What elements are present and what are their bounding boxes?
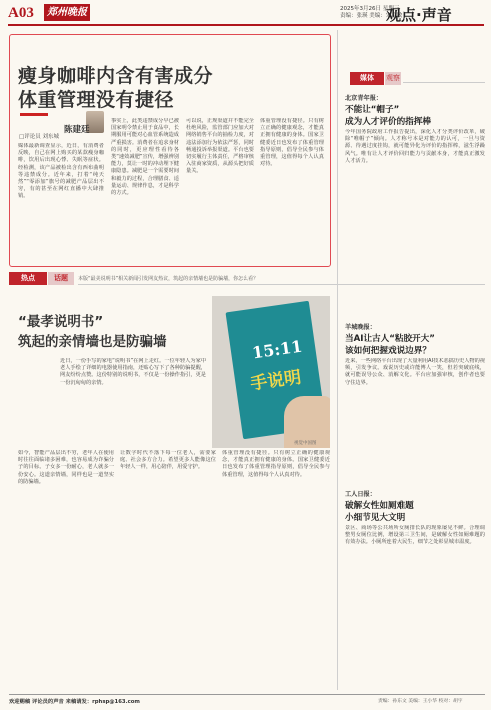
- issue-date: 2025年3月26日 星期三: [340, 6, 400, 12]
- right1-heading2: 成为人才评价的指挥棒: [345, 117, 431, 127]
- lead-author: 陈建廷: [64, 125, 90, 135]
- right1-source: 北京青年报：: [345, 95, 383, 102]
- media-view-tag2: 观察: [385, 72, 401, 85]
- article2-photo: [212, 296, 330, 448]
- column-divider: [337, 30, 338, 690]
- lead-title-line2: 体重管理没有捷径: [18, 89, 175, 111]
- right1-heading1: 不能让“帽子”: [345, 105, 400, 115]
- right3-source: 工人日报：: [345, 491, 376, 498]
- photo-book-text2: 手说明: [249, 367, 303, 395]
- article2-text-col4: 体重管理没有捷径。只有树立正确的健康观念，才能真正拥有健康的身体。国家卫健委近日也发布了体重管理指导原则，倡导全民参与体重管理，这值得每个人认真对待。: [222, 450, 330, 478]
- right2-heading2: 该如何把握戏说边界？: [345, 346, 431, 356]
- lead-title-line1: 瘦身咖啡内含有害成分: [18, 65, 214, 87]
- media-view-tag: 媒体: [350, 72, 384, 85]
- hot-topic-tag2: 话题: [48, 272, 74, 285]
- photo-book-text1: 15:11: [250, 336, 304, 363]
- right3-heading1: 破解女性如厕难题: [345, 501, 414, 511]
- title-accent: [20, 113, 48, 116]
- photo-caption: 视觉中国图: [294, 441, 317, 446]
- hot-topic-summary: 本版“最美说明书”相关新闻引发网友热议，筑起的亲情墙也是防骗墙，你怎么看？: [78, 276, 259, 282]
- article2-title-line2: 筑起的亲情墙也是防骗墙: [18, 334, 167, 350]
- lead-byline: □评论员 刘东城: [19, 134, 59, 140]
- lead-text-col4: 体重管理没有捷径。只有树立正确的健康观念，才能真正拥有健康的身体。国家卫健委近日也发布了体重管理指导原则，倡导全民参与体重管理，这值得每个人认真对待。: [260, 118, 324, 168]
- footer-submission: 欢迎赐稿 评论员的声音 来稿请发：rphsp@163.com: [9, 699, 140, 705]
- article2-text-col2: 如今，智能产品层出不穷，老年人在使用时往往面临诸多困难，也容易成为诈骗分子的目标。子女多一份耐心，老人就多一份安心。这道亲情墙，同样也是一道坚实的防骗墙。: [18, 450, 114, 485]
- right2-heading1: 当AI让古人“粘胶开大”: [345, 334, 435, 344]
- editor-line: 责编：张瑛 美编：宋会敏: [340, 13, 403, 19]
- article2-text-col3: 让数字时代不落下每一位老人，需要家庭、社会多方合力。希望更多人能像这位年轻人一样，用心陪伴，用爱守护。: [120, 450, 216, 471]
- lead-text-col1: 媒体最新调查显示，近日，有消费者反映，自己在网上购买的某款瘦身咖啡，饮用后出现心悸、失眠等症状。经检测，该产品被检出含有西布曲明等违禁成分。近年来，打着“纯天然”“零添加”旗号的减肥产品层出不穷，有的甚至在网红直播中大肆推销。: [18, 143, 104, 200]
- right3-heading2: 小细节见大文明: [345, 513, 406, 523]
- hot-topic-tag: 热点: [9, 272, 47, 285]
- lead-text-col2: 事实上，此类违禁成分早已被国家明令禁止用于食品中，长期服用可能对心血管系统造成严重损害。消费者在追求身材的同时，更应理性看待各类“速效减肥”宣传，增强辨别能力，莫让一时的冲动埋下健康隐患。减肥是一个需要时间和毅力的过程，合理膳食、适量运动、规律作息，才是科学的方式。: [111, 118, 179, 197]
- right3-body: 景区、商场等公共场所女厕排长队的现象屡见不鲜。合理调整男女厕位比例，增设第三卫生间，是破解女性如厕难题的有效办法。小厕所连着大民生，细节之处彰显城市温度。: [345, 525, 485, 546]
- footer-editors: 责编：孙东文 美编：王小华 校对：胡宇: [378, 699, 463, 704]
- right2-source: 羊城晚报：: [345, 324, 376, 331]
- right2-body: 近来，一些网络平台出现了大量利用AI技术恶搞历史人物的视频，引发争议。戏说历史或许能博人一笑，但若突破底线，就可能误导公众、消解文化。平台应加强审核，创作者也要守住边界。: [345, 358, 485, 386]
- article2-title-line1: “最孝说明书”: [18, 314, 104, 330]
- page-number: A03: [8, 5, 34, 21]
- media-view-rule: [403, 82, 485, 83]
- article2-text-col1: 近日，一份手写的家电“说明书”在网上走红。一位年轻人为家中老人手绘了详细的电器使用指南，还贴心写下了各种防骗提醒，网友纷纷点赞。这份特别的说明书，不仅是一份操作指引，更是一份沉甸甸的亲情。: [60, 358, 206, 386]
- section-title: 观点·声音: [386, 6, 452, 24]
- right1-body: 今年国务院政府工作报告提出，深化人才分类评价改革，破除“唯帽子”倾向。人才称号本是对能力的认可，一旦与资源、待遇过度挂钩，就可能异化为评价的指挥棒，滋生浮躁风气。唯有让人才评价回归能力与贡献本身，才能真正激发人才活力。: [345, 129, 485, 164]
- lead-text-col3: 可以说，正规渠道并不能完全杜绝风险，监管部门应加大对网络销售平台的抽检力度，对违法添加行为依法严惩，同时畅通投诉举报渠道。平台也要切实履行主体责任，严格审核入驻商家资质，从源头把好质量关。: [186, 118, 254, 175]
- header-rule: [8, 24, 484, 26]
- brand-logo: 郑州晚报: [44, 4, 90, 21]
